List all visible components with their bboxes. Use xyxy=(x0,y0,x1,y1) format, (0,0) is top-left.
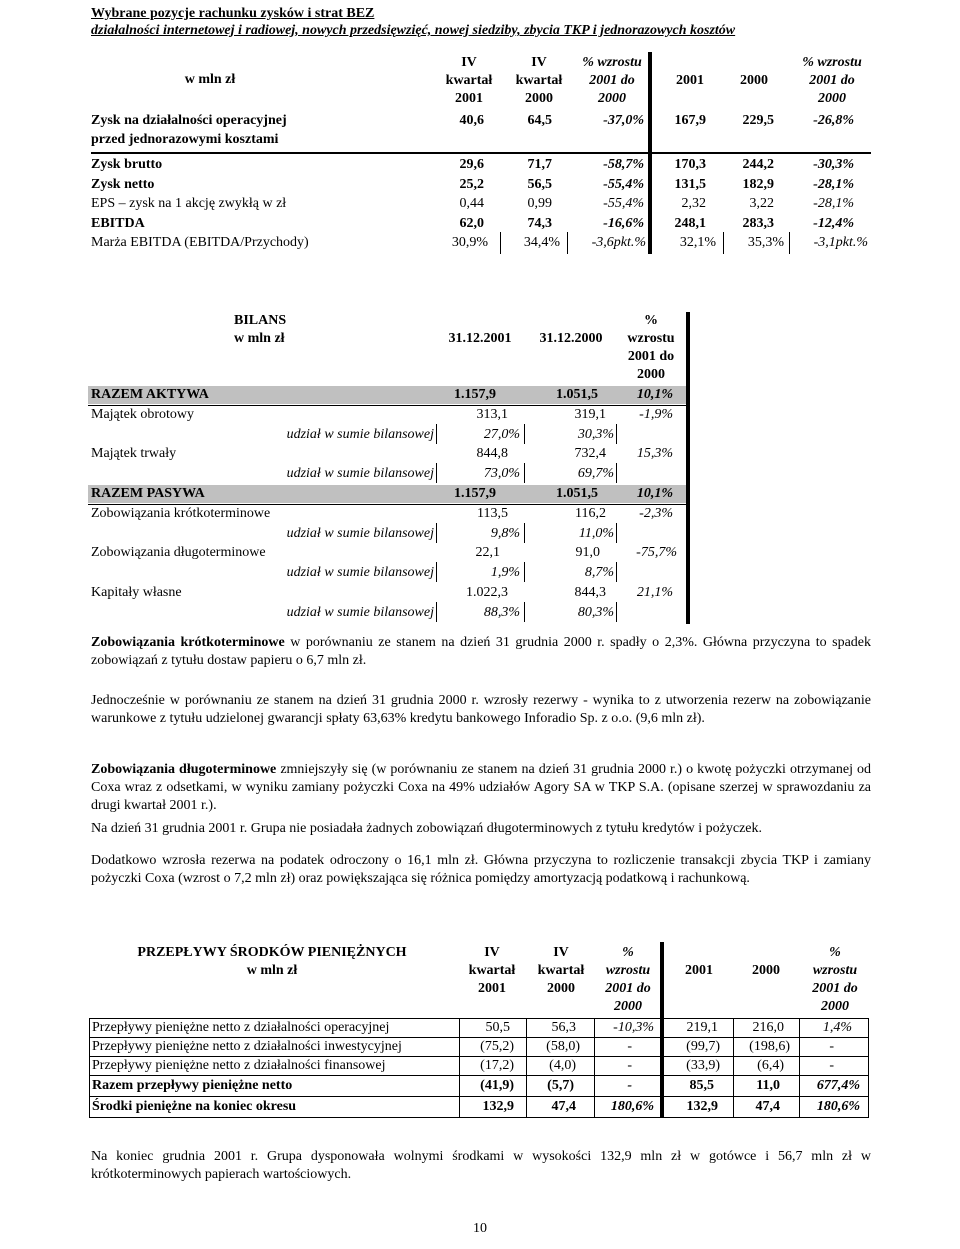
t1-cell: 64,5 xyxy=(527,113,552,128)
t2-share-border xyxy=(524,463,525,483)
paragraph-text: zmniejszyły się (w porównaniu ze stanem na dzień 31 grudnia 2000 r.) o kwotę pożyczki otrzymanej od Coxa wraz z odsetkami, w wyniku zamiany pożyczki Coxa na 49% udziałów Agory SA w TKP S.A. (opisane szerzej w sprawozdaniu za drugi kwartał 2001 r.). xyxy=(91,762,872,813)
t3-col-border xyxy=(594,1018,595,1118)
t1-cell-divider xyxy=(789,232,790,254)
t2-share-border xyxy=(616,463,617,483)
t3-h-2001: 2001 xyxy=(685,963,713,978)
t1-cell: 25,2 xyxy=(459,177,484,192)
t1-cell: 71,7 xyxy=(527,157,552,172)
t1-row-label: Marża EBITDA (EBITDA/Przychody) xyxy=(91,235,309,250)
t1-cell: -28,1% xyxy=(813,196,854,211)
t1-h-pct-b-l1: % wzrostu xyxy=(802,55,862,70)
t3-cell: 47,4 xyxy=(551,1099,576,1114)
t3-h-pct-a-l2: wzrostu xyxy=(605,963,651,978)
t1-cell-divider xyxy=(567,232,568,254)
t3-cell: - xyxy=(829,1058,834,1073)
t3-cell: - xyxy=(627,1078,632,1093)
t3-cell: 180,6% xyxy=(610,1099,654,1114)
t3-cell: 50,5 xyxy=(485,1020,510,1035)
paragraph-reserves: Jednocześnie w porównaniu ze stanem na dzień 31 grudnia 2000 r. wzrosły rezerwy - wynika to z utworzenia rezerw na zobowiązanie warunkowe z tytułu udzielonej gwarancji spłaty 63,63% kredytu bankowego Inforadio Sp. z o.o. (9,6 mln zł). xyxy=(91,693,871,726)
t1-cell: 244,2 xyxy=(742,157,774,172)
section-title: Wybrane pozycje rachunku zysków i strat BEZ xyxy=(91,6,375,21)
t2-share-cell: 30,3% xyxy=(577,427,614,442)
t2-share-label: udział w sumie bilansowej xyxy=(286,605,434,620)
t3-cell: (5,7) xyxy=(547,1078,574,1093)
t3-cell: - xyxy=(829,1039,834,1054)
t2-cell: 1.157,9 xyxy=(454,486,496,501)
t2-share-border xyxy=(616,602,617,622)
paragraph-text: w porównaniu ze stanem na dzień 31 grudnia 2000 r. spadły o 2,3%. Główna przyczyna to spadek zobowiązań z tytułu dostaw papieru o 6,7 mln zł. xyxy=(91,635,872,668)
t3-cell: - xyxy=(627,1039,632,1054)
t2-share-border xyxy=(524,523,525,543)
t3-row-label: Przepływy pieniężne netto z działalności operacyjnej xyxy=(92,1020,390,1035)
t1-cell-divider xyxy=(500,232,501,254)
t1-h-q4-2001-l2: kwartał xyxy=(445,73,493,88)
t3-cell: (75,2) xyxy=(480,1039,514,1054)
t1-cell: 248,1 xyxy=(674,216,706,231)
t3-cell: 180,6% xyxy=(816,1099,860,1114)
t1-h-q4-2001-l3: 2001 xyxy=(455,91,483,106)
t1-cell: 131,5 xyxy=(674,177,706,192)
t1-cell: 170,3 xyxy=(674,157,706,172)
t3-cell: (17,2) xyxy=(480,1058,514,1073)
t2-rule xyxy=(88,504,686,505)
t2-share-cell: 11,0% xyxy=(578,526,614,541)
t1-cell-divider xyxy=(723,232,724,254)
t2-share-cell: 27,0% xyxy=(483,427,520,442)
t3-col-border xyxy=(89,1018,90,1118)
t1-row-label: Zysk netto xyxy=(91,177,155,192)
t1-h-q4-2000-l2: kwartał xyxy=(515,73,563,88)
t1-cell: 34,4% xyxy=(523,235,560,250)
t2-share-cell: 88,3% xyxy=(483,605,520,620)
t1-row-label: Zysk na działalności operacyjnej xyxy=(91,113,287,128)
t3-rule xyxy=(89,1056,869,1057)
t3-cell: 47,4 xyxy=(755,1099,780,1114)
t3-cell: 132,9 xyxy=(482,1099,514,1114)
t2-cell: 10,1% xyxy=(636,486,673,501)
t3-h-q4-2000-l2: kwartał xyxy=(537,963,585,978)
t3-cell: (41,9) xyxy=(480,1078,514,1093)
t1-row-label: EBITDA xyxy=(91,216,145,231)
t1-cell: -12,4% xyxy=(813,216,854,231)
paragraph-lead: Zobowiązania długoterminowe xyxy=(91,762,277,777)
t3-col-border xyxy=(526,1018,527,1118)
t3-h-q4-2001-l2: kwartał xyxy=(468,963,516,978)
t2-h-pct-l1: % xyxy=(644,313,658,328)
t2-share-label: udział w sumie bilansowej xyxy=(286,466,434,481)
t2-row-label: RAZEM PASYWA xyxy=(91,486,205,501)
t2-share-cell: 69,7% xyxy=(577,466,614,481)
t3-h-pct-b-l4: 2000 xyxy=(821,999,849,1014)
t1-cell: 0,99 xyxy=(527,196,552,211)
t3-cell: - xyxy=(627,1058,632,1073)
t3-double-divider xyxy=(660,942,664,1118)
t3-cell: 11,0 xyxy=(756,1078,780,1093)
t2-cell: 319,1 xyxy=(574,407,606,422)
t2-share-label: udział w sumie bilansowej xyxy=(286,427,434,442)
t1-cell: -55,4% xyxy=(603,177,644,192)
t2-cell: 844,3 xyxy=(574,585,606,600)
t2-share-border xyxy=(524,562,525,582)
t1-h-q4-2000-l3: 2000 xyxy=(525,91,553,106)
t3-rule xyxy=(89,1096,869,1097)
t1-h-2001: 2001 xyxy=(676,73,704,88)
t2-share-border xyxy=(616,562,617,582)
t3-cell: (4,0) xyxy=(549,1058,576,1073)
t1-h-2000: 2000 xyxy=(740,73,768,88)
t2-h-pct-l3: 2001 do xyxy=(627,349,675,364)
t3-cell: 677,4% xyxy=(816,1078,860,1093)
t2-share-label: udział w sumie bilansowej xyxy=(286,526,434,541)
t2-cell: 21,1% xyxy=(636,585,673,600)
t1-row-label-line2: przed jednorazowymi kosztami xyxy=(91,132,279,147)
t2-cell: -2,3% xyxy=(639,506,673,521)
t1-cell: 40,6 xyxy=(459,113,484,128)
t2-row-label: Kapitały własne xyxy=(91,585,182,600)
t3-h-2000: 2000 xyxy=(752,963,780,978)
page-number: 10 xyxy=(473,1221,487,1236)
t2-cell: 732,4 xyxy=(574,446,606,461)
t3-row-label: Środki pieniężne na koniec okresu xyxy=(92,1099,297,1114)
t1-cell: -58,7% xyxy=(603,157,644,172)
t1-cell: -3,6pkt.% xyxy=(591,235,646,250)
t3-cell: -10,3% xyxy=(613,1020,654,1035)
t3-cell: 85,5 xyxy=(689,1078,714,1093)
t3-cell: 1,4% xyxy=(822,1020,852,1035)
t1-row-label: EPS – zysk na 1 akcję zwykłą w zł xyxy=(91,196,287,211)
paragraph-no-loans: Na dzień 31 grudnia 2001 r. Grupa nie posiadała żadnych zobowiązań długoterminowych z tytułu kredytów i pożyczek. xyxy=(91,821,763,836)
t1-cell: -3,1pkt.% xyxy=(813,235,868,250)
t1-cell: 62,0 xyxy=(459,216,484,231)
t1-cell: -37,0% xyxy=(603,113,644,128)
t1-cell: 229,5 xyxy=(742,113,774,128)
t2-cell: 1.157,9 xyxy=(454,387,496,402)
t2-cell: 116,2 xyxy=(575,506,606,521)
t1-h-pct-a-l1: % wzrostu xyxy=(582,55,642,70)
t1-h-q4-2001-l1: IV xyxy=(461,55,477,70)
t2-share-border xyxy=(436,463,437,483)
t1-cell: -30,3% xyxy=(813,157,854,172)
t2-share-cell: 9,8% xyxy=(490,526,520,541)
t2-share-border xyxy=(436,602,437,622)
t3-cell: 56,3 xyxy=(551,1020,576,1035)
t1-cell: 0,44 xyxy=(459,196,484,211)
t3-cell: 216,0 xyxy=(752,1020,784,1035)
t3-rule xyxy=(89,1037,869,1038)
t3-cell: 132,9 xyxy=(686,1099,718,1114)
t1-rule xyxy=(91,153,871,154)
t1-cell: -28,1% xyxy=(813,177,854,192)
t2-share-label: udział w sumie bilansowej xyxy=(286,565,434,580)
section-subtitle: działalności internetowej i radiowej, nowych przedsięwzięć, nowej siedziby, zbycia TKP i jednorazowych kosztów xyxy=(91,23,736,38)
t3-rule xyxy=(89,1018,869,1019)
t2-h-pct-l4: 2000 xyxy=(637,367,665,382)
t2-cell: 313,1 xyxy=(476,407,508,422)
t1-h-q4-2000-l1: IV xyxy=(531,55,547,70)
t2-row-label: Majątek obrotowy xyxy=(91,407,195,422)
t3-h-pct-a-l3: 2001 do xyxy=(605,981,651,996)
t2-share-cell: 1,9% xyxy=(490,565,520,580)
t1-cell: -16,6% xyxy=(603,216,644,231)
t2-share-border xyxy=(616,424,617,444)
t1-h-pct-a-l2: 2001 do xyxy=(589,73,635,88)
t1-cell: 2,32 xyxy=(681,196,706,211)
t2-h-b: 31.12.2000 xyxy=(539,331,603,346)
t3-h-pct-a-l4: 2000 xyxy=(614,999,642,1014)
t2-share-border xyxy=(616,523,617,543)
paragraph-free-cash: Na koniec grudnia 2001 r. Grupa dysponowała wolnymi środkami w wysokości 132,9 mln zł w gotówce i 56,7 mln zł w krótkoterminowych papierach wartościowych. xyxy=(91,1149,871,1182)
t1-cell: 74,3 xyxy=(527,216,552,231)
t3-h-q4-2000-l3: 2000 xyxy=(547,981,575,996)
t2-title: BILANS xyxy=(234,313,287,328)
t1-double-divider xyxy=(648,52,652,254)
t2-cell: -1,9% xyxy=(639,407,673,422)
t2-share-border xyxy=(436,424,437,444)
t3-cell: (99,7) xyxy=(686,1039,720,1054)
t1-cell: 35,3% xyxy=(747,235,784,250)
t3-rule xyxy=(89,1117,869,1118)
t1-cell: 30,9% xyxy=(451,235,488,250)
t2-row-label: RAZEM AKTYWA xyxy=(91,387,209,402)
t3-h-pct-a-l1: % xyxy=(622,945,634,960)
paragraph-long-term-liabilities xyxy=(91,761,871,815)
t1-cell: 29,6 xyxy=(459,157,484,172)
t1-cell: 167,9 xyxy=(674,113,706,128)
paragraph-short-term-liabilities xyxy=(91,634,871,670)
t1-h-pct-a-l3: 2000 xyxy=(598,91,626,106)
t2-cell: 1.022,3 xyxy=(466,585,508,600)
t2-double-divider xyxy=(686,312,690,624)
t2-row-label: Zobowiązania krótkoterminowe xyxy=(91,506,271,521)
t3-title: PRZEPŁYWY ŚRODKÓW PIENIĘŻNYCH xyxy=(137,945,407,960)
t2-cell: 1.051,5 xyxy=(556,486,598,501)
t2-share-cell: 8,7% xyxy=(584,565,614,580)
t2-cell: 1.051,5 xyxy=(556,387,598,402)
t2-cell: 91,0 xyxy=(575,545,600,560)
t1-cell: 182,9 xyxy=(742,177,774,192)
t1-cell: -26,8% xyxy=(813,113,854,128)
t3-cell: (58,0) xyxy=(546,1039,580,1054)
t3-unit: w mln zł xyxy=(246,963,298,978)
t1-cell: -55,4% xyxy=(603,196,644,211)
t2-h-a: 31.12.2001 xyxy=(448,331,512,346)
t3-h-pct-b-l1: % xyxy=(829,945,841,960)
t2-share-cell: 73,0% xyxy=(483,466,520,481)
t3-cell: (198,6) xyxy=(749,1039,790,1054)
t1-row-label: Zysk brutto xyxy=(91,157,163,172)
t3-row-label: Razem przepływy pieniężne netto xyxy=(92,1078,293,1093)
t2-share-border xyxy=(436,523,437,543)
t1-h-pct-b-l3: 2000 xyxy=(818,91,846,106)
t3-row-label: Przepływy pieniężne netto z działalności inwestycyjnej xyxy=(92,1039,402,1054)
t3-cell: (6,4) xyxy=(757,1058,784,1073)
t1-cell: 3,22 xyxy=(749,196,774,211)
t1-cell: 56,5 xyxy=(527,177,552,192)
t2-row-label: Majątek trwały xyxy=(91,446,177,461)
t2-share-border xyxy=(524,424,525,444)
t2-cell: 844,8 xyxy=(476,446,508,461)
t1-h-pct-b-l2: 2001 do xyxy=(809,73,855,88)
t3-h-pct-b-l3: 2001 do xyxy=(812,981,858,996)
t1-cell: 283,3 xyxy=(742,216,774,231)
t3-col-border xyxy=(868,1018,869,1118)
t2-cell: 22,1 xyxy=(475,545,500,560)
t1-unit: w mln zł xyxy=(184,72,236,87)
t1-cell: 32,1% xyxy=(679,235,716,250)
t3-h-pct-b-l2: wzrostu xyxy=(812,963,858,978)
paragraph-deferred-tax: Dodatkowo wzrosła rezerwa na podatek odroczony o 16,1 mln zł. Główna przyczyna to rozliczenie transakcji zbycia TKP i zamiany pożyczki Coxa (wzrost o 7,2 mln zł) oraz powiększająca się różnica pomiędzy amortyzacją podatkową i rachunkową. xyxy=(91,853,871,886)
t2-cell: 10,1% xyxy=(636,387,673,402)
t3-h-q4-2001-l3: 2001 xyxy=(478,981,506,996)
paragraph-lead: Zobowiązania krótkoterminowe xyxy=(91,635,285,650)
t3-rule xyxy=(89,1075,869,1076)
t3-row-label: Przepływy pieniężne netto z działalności finansowej xyxy=(92,1058,386,1073)
t2-row-label: Zobowiązania długoterminowe xyxy=(91,545,266,560)
t2-share-border xyxy=(524,602,525,622)
t3-h-q4-2000-l1: IV xyxy=(553,945,569,960)
t3-cell: 219,1 xyxy=(686,1020,718,1035)
t3-h-q4-2001-l1: IV xyxy=(484,945,500,960)
t2-cell: 113,5 xyxy=(477,506,508,521)
t3-cell: (33,9) xyxy=(686,1058,720,1073)
t2-unit: w mln zł xyxy=(234,331,285,346)
t2-cell: -75,7% xyxy=(636,545,677,560)
t2-share-cell: 80,3% xyxy=(577,605,614,620)
t2-rule xyxy=(88,405,686,406)
t2-share-border xyxy=(436,562,437,582)
t2-h-pct-l2: wzrostu xyxy=(627,331,675,346)
t2-cell: 15,3% xyxy=(636,446,673,461)
